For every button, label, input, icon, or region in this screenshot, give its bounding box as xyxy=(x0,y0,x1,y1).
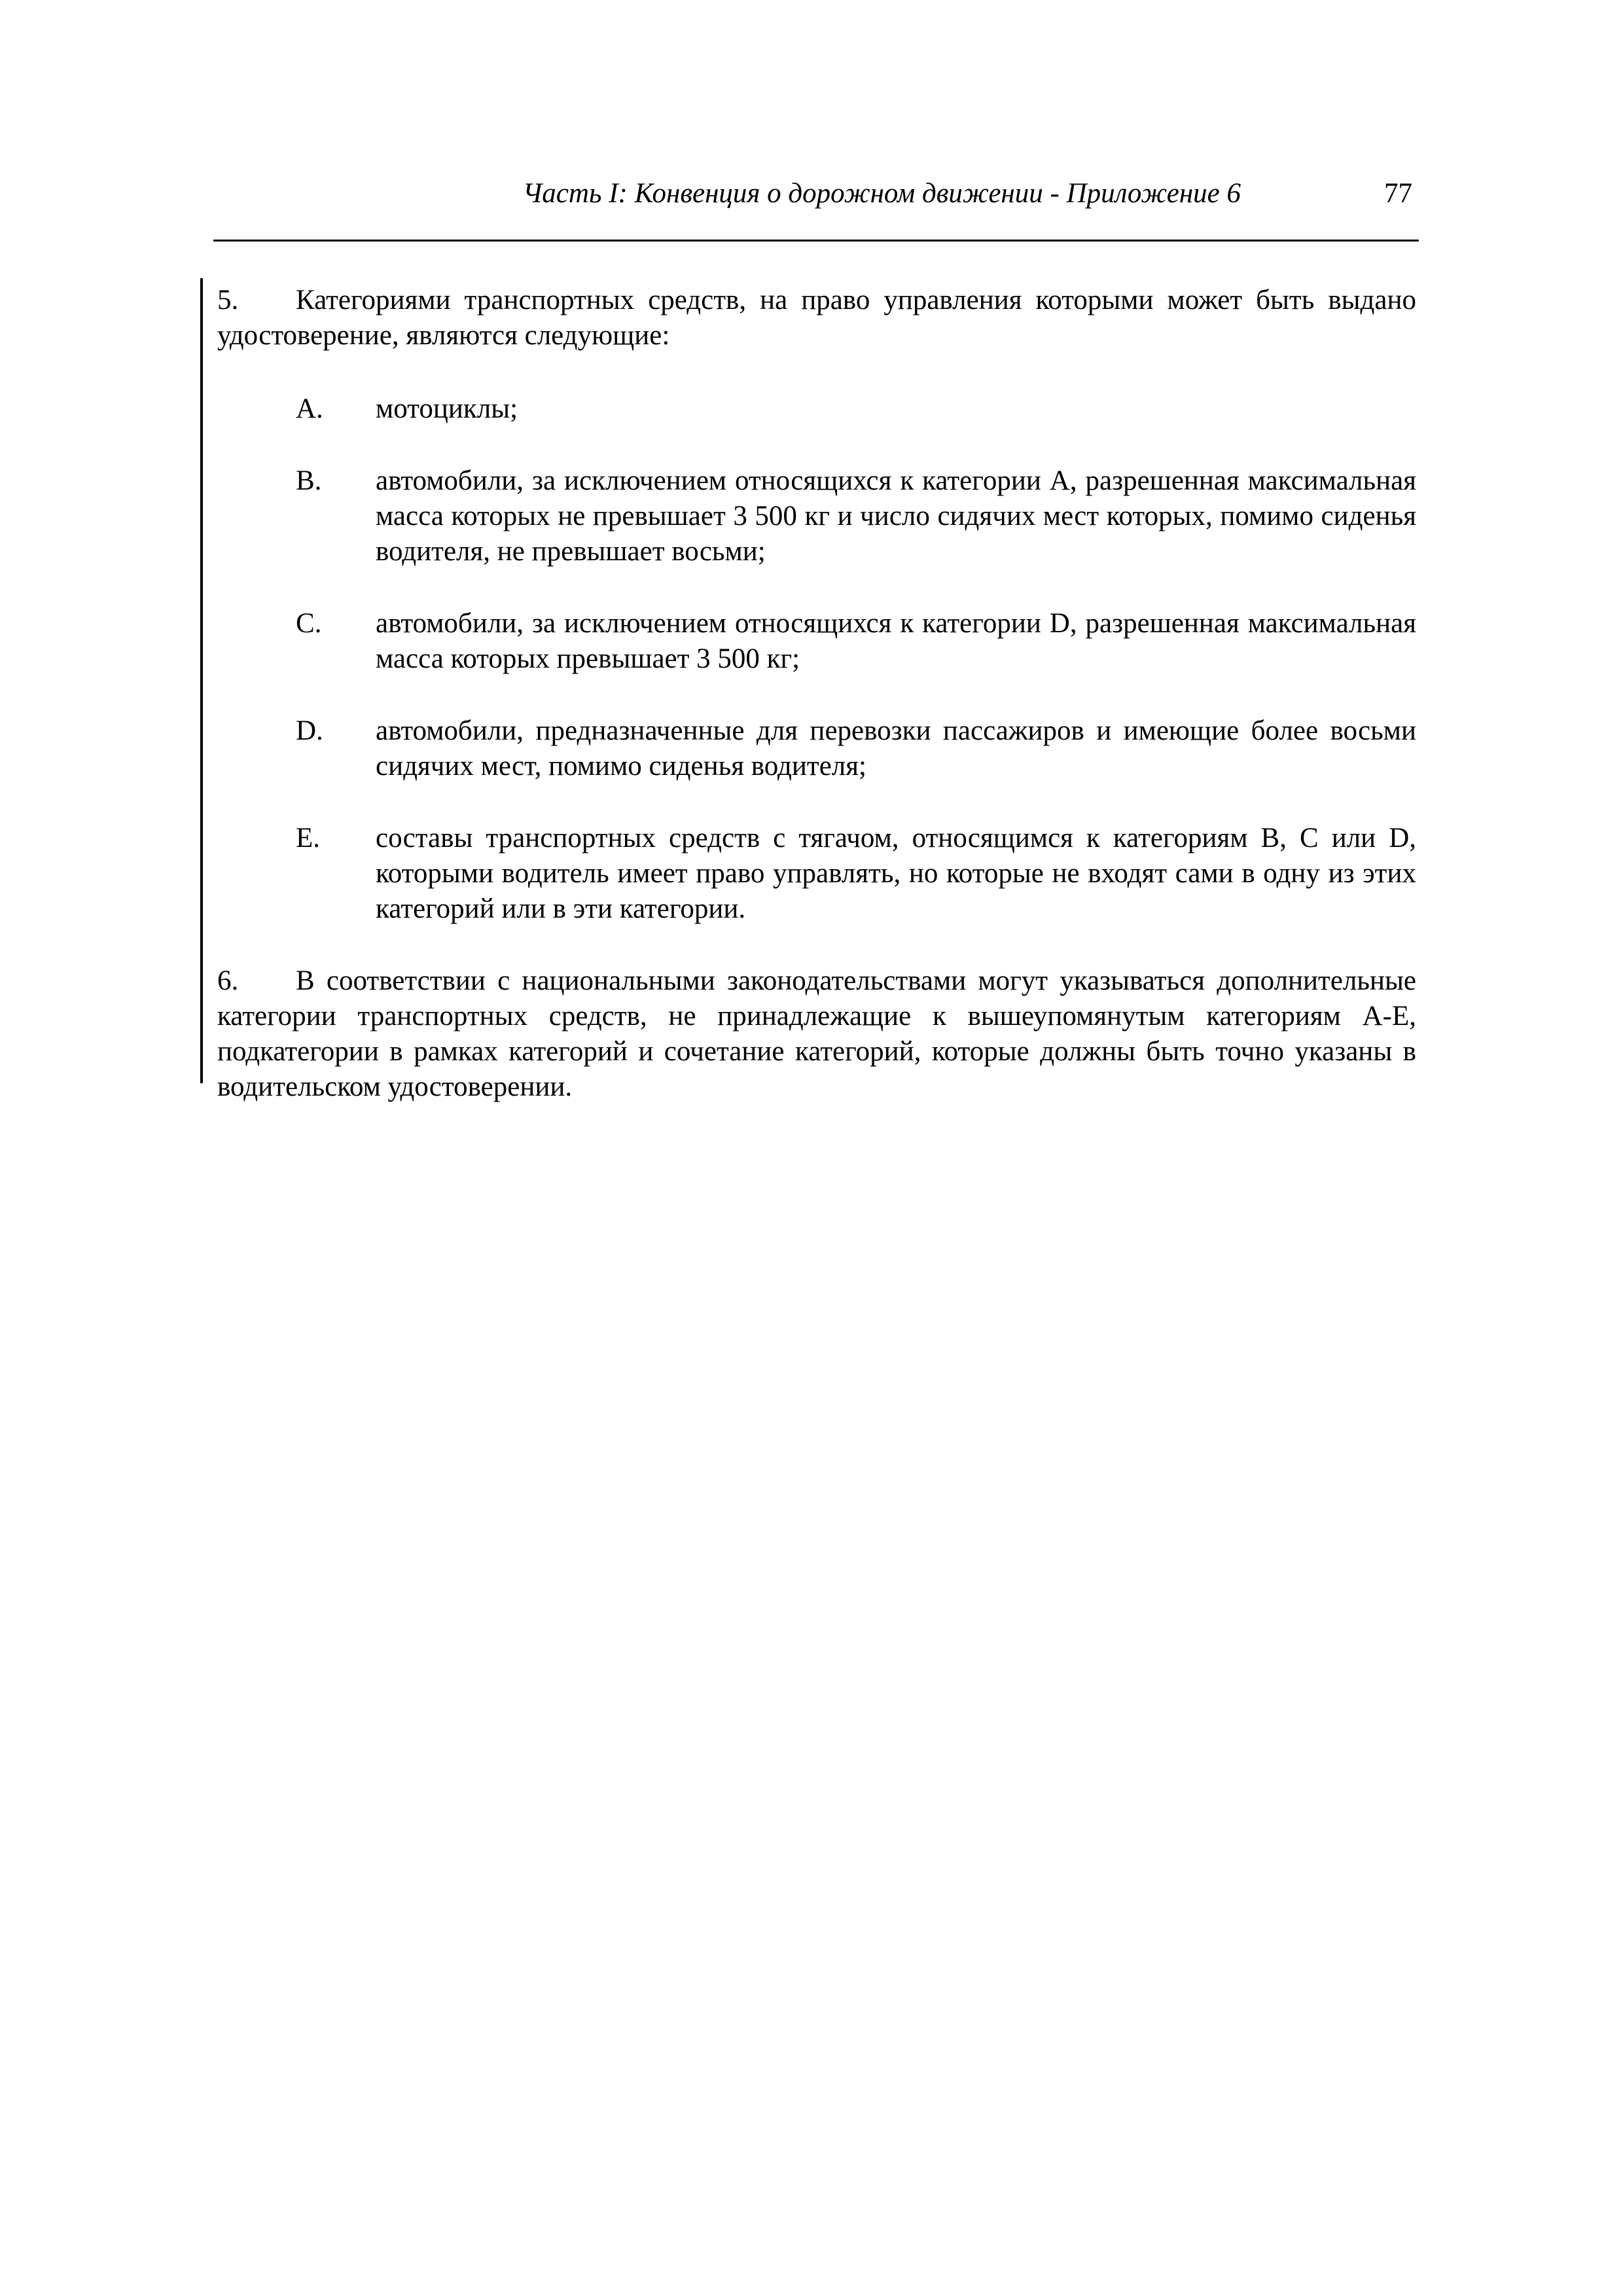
revision-change-bar xyxy=(200,278,203,1083)
paragraph-text: Категориями транспортных средств, на право управления которыми может быть выдано удостоверение, являются следующие: xyxy=(217,285,1416,351)
list-item-a xyxy=(217,391,1416,427)
list-item-text: автомобили, за исключением относящихся к категории A, разрешенная максимальная масса которых не превышает 3 500 кг и число сидячих мест которых, помимо сиденья водителя, не превышает восьми; xyxy=(376,465,1416,567)
document-body xyxy=(217,283,1416,1105)
list-item-letter: C. xyxy=(296,608,322,639)
list-item-c xyxy=(217,606,1416,677)
running-header-title: Часть I: Конвенция о дорожном движении - Приложение 6 xyxy=(522,178,1241,209)
list-item-text: автомобили, предназначенные для перевозки пассажиров и имеющие более восьми сидячих мест, помимо сиденья водителя; xyxy=(376,715,1416,781)
paragraph-6 xyxy=(217,963,1416,1105)
list-item-e xyxy=(217,821,1416,927)
list-item-letter: D. xyxy=(296,715,323,746)
list-item-letter: A. xyxy=(296,393,323,424)
paragraph-text: В соответствии с национальными законодательствами могут указываться дополнительные категории транспортных средств, не принадлежащие к вышеупомянутым категориям A-E, подкатегории в рамках категорий и сочетание категорий, которые должны быть точно указаны в водительском удостоверении. xyxy=(217,965,1416,1102)
list-item-b xyxy=(217,463,1416,569)
list-item-text: мотоциклы; xyxy=(376,393,518,424)
category-list xyxy=(217,391,1416,927)
list-item-letter: B. xyxy=(296,465,322,496)
header-rule xyxy=(213,240,1419,242)
list-item-text: автомобили, за исключением относящихся к категории D, разрешенная максимальная масса которых превышает 3 500 кг; xyxy=(376,608,1416,674)
paragraph-number: 5. xyxy=(217,285,239,315)
page-header xyxy=(213,174,1418,213)
page-number: 77 xyxy=(1384,178,1412,209)
paragraph-5 xyxy=(217,283,1416,353)
list-item-text: составы транспортных средств с тягачом, относящимся к категориям B, C или D, которыми водитель имеет право управлять, но которые не входят сами в одну из этих категорий или в эти категории. xyxy=(376,823,1416,924)
paragraph-number: 6. xyxy=(217,965,239,996)
list-item-d xyxy=(217,713,1416,784)
list-item-letter: E. xyxy=(296,823,321,853)
